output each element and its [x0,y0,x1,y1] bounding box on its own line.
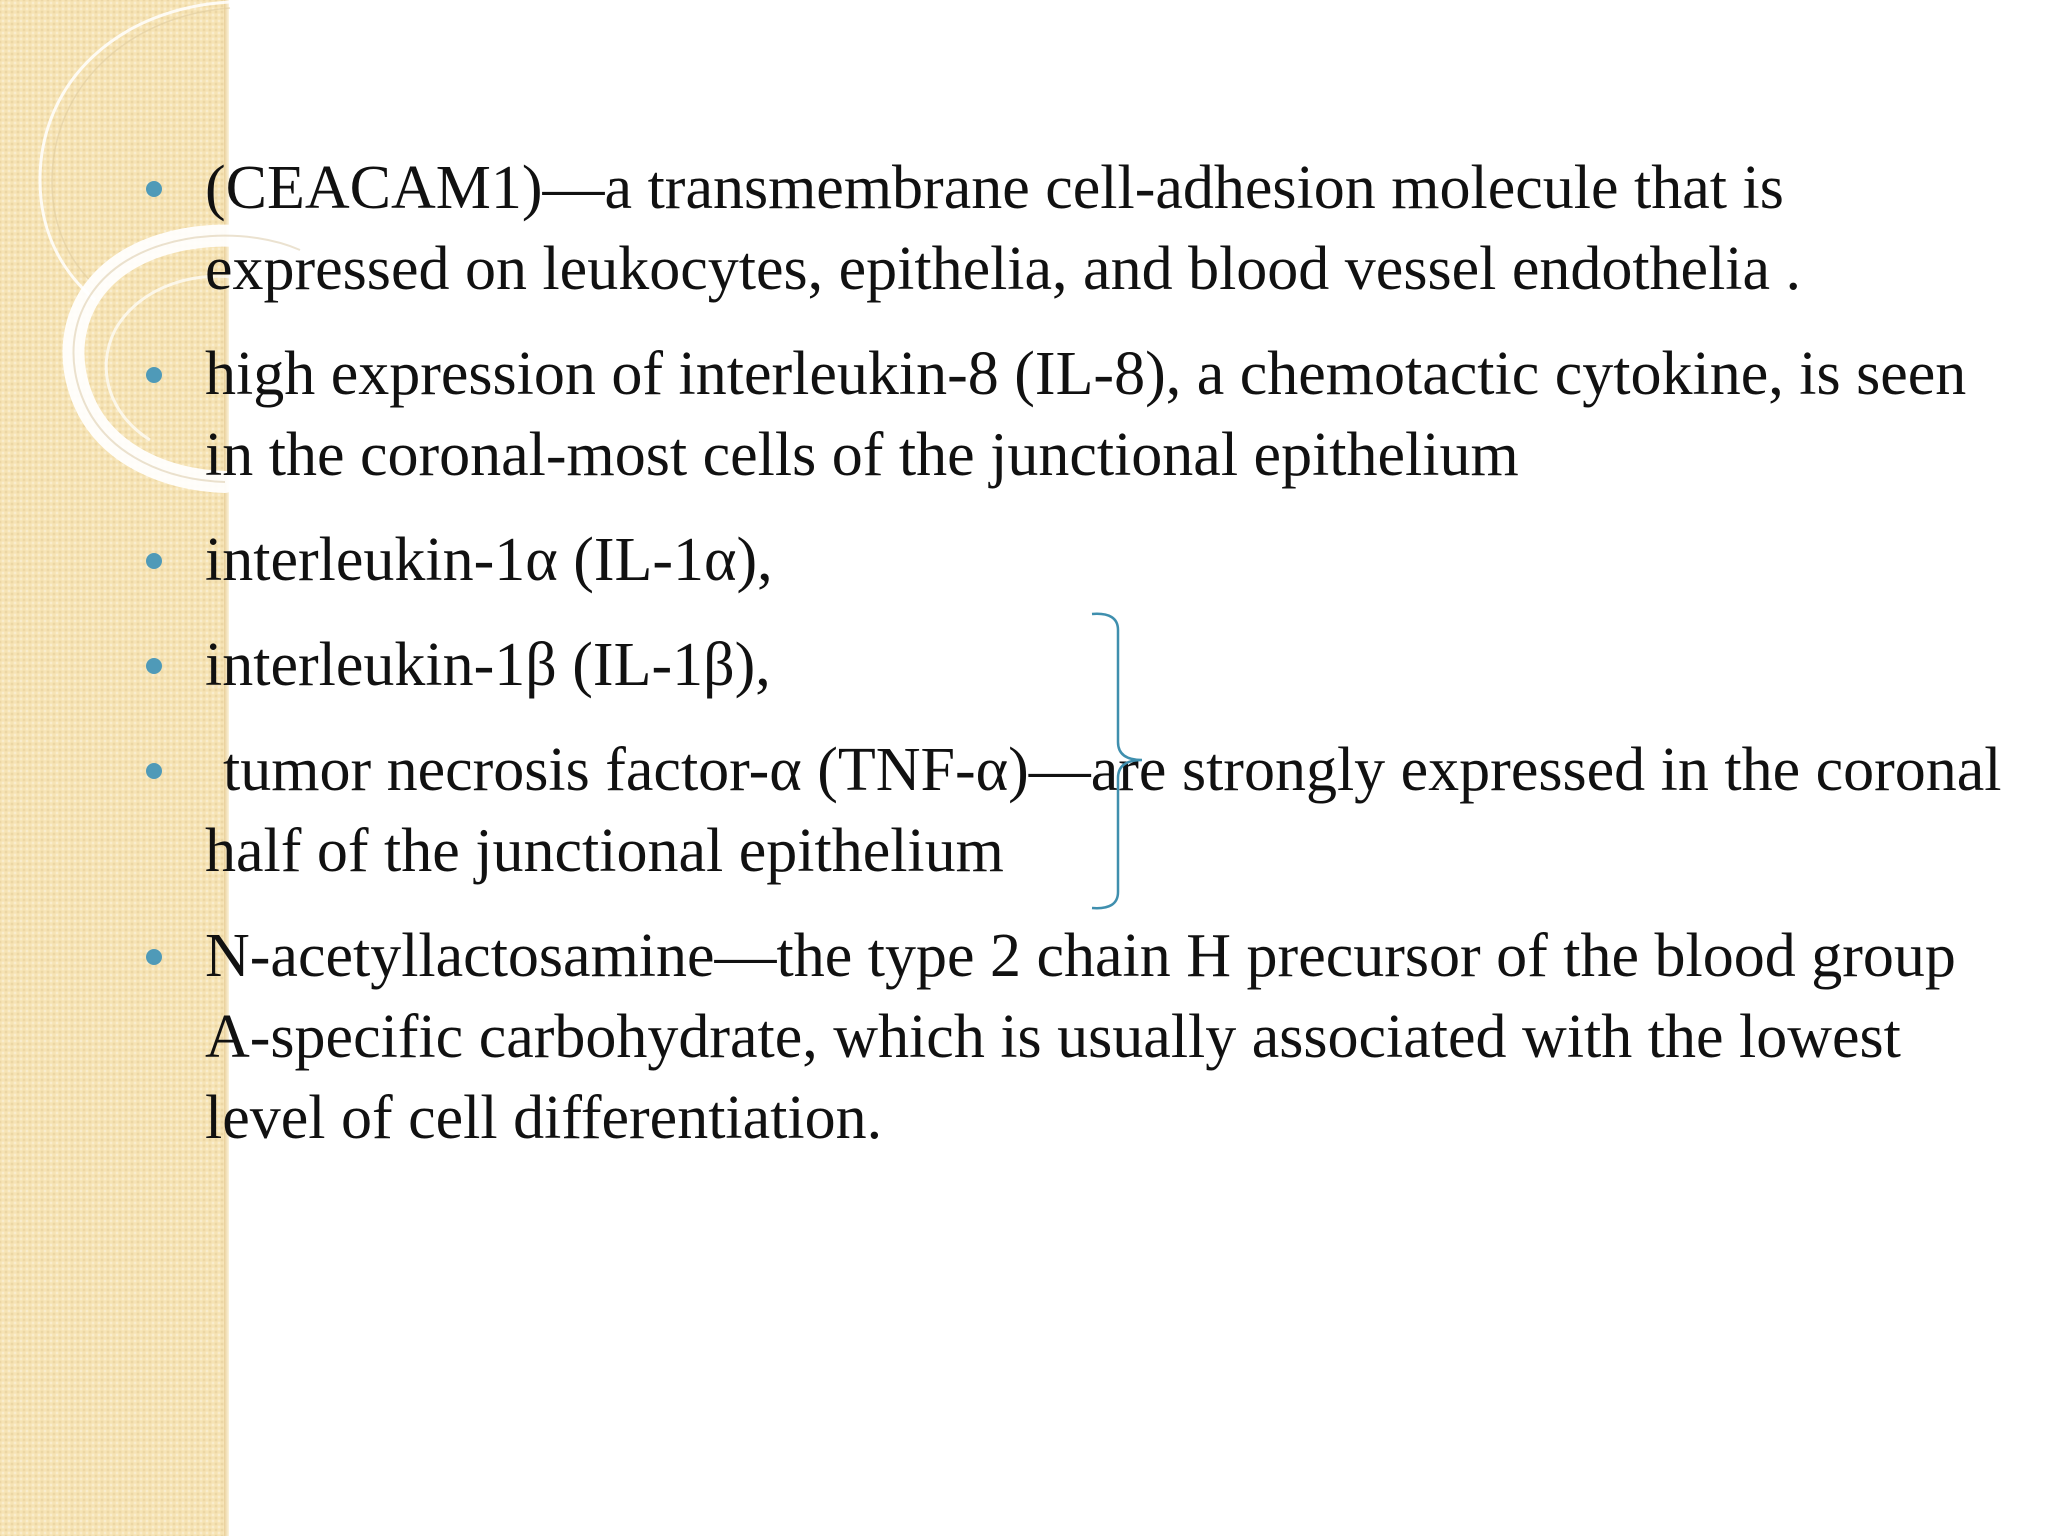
circle-bullet-icon [146,949,162,965]
bullet-text: N-acetyllactosamine—the type 2 chain H precursor of the blood group A-specific carbohydrate, which is usually associated with the lowest level of cell differentiation. [205,922,1969,1152]
list-item [146,625,2006,706]
bullet-text: (CEACAM1)—a transmembrane cell-adhesion molecule that is expressed on leukocytes, epithelia, and blood vessel endothelia . [205,154,1802,303]
circle-bullet-icon [146,658,162,674]
list-item [146,334,2006,496]
bullet-list [146,148,2018,1183]
circle-bullet-icon [146,763,162,779]
list-item [146,916,2006,1159]
circle-bullet-icon [146,553,162,569]
bullet-text: tumor necrosis factor-α (TNF-α)—are strongly expressed in the coronal half of the junctional epithelium [205,736,2018,885]
bullet-text: interleukin-1β (IL-1β), [205,631,771,699]
circle-bullet-icon [146,367,162,383]
bullet-text: interleukin-1α (IL-1α), [205,526,773,594]
list-item [146,520,2006,601]
list-item [146,148,2006,310]
bullet-text: high expression of interleukin-8 (IL-8), a chemotactic cytokine, is seen in the coronal-most cells of the junctional epithelium [205,340,1982,489]
circle-bullet-icon [146,181,162,197]
list-item [146,730,2018,892]
